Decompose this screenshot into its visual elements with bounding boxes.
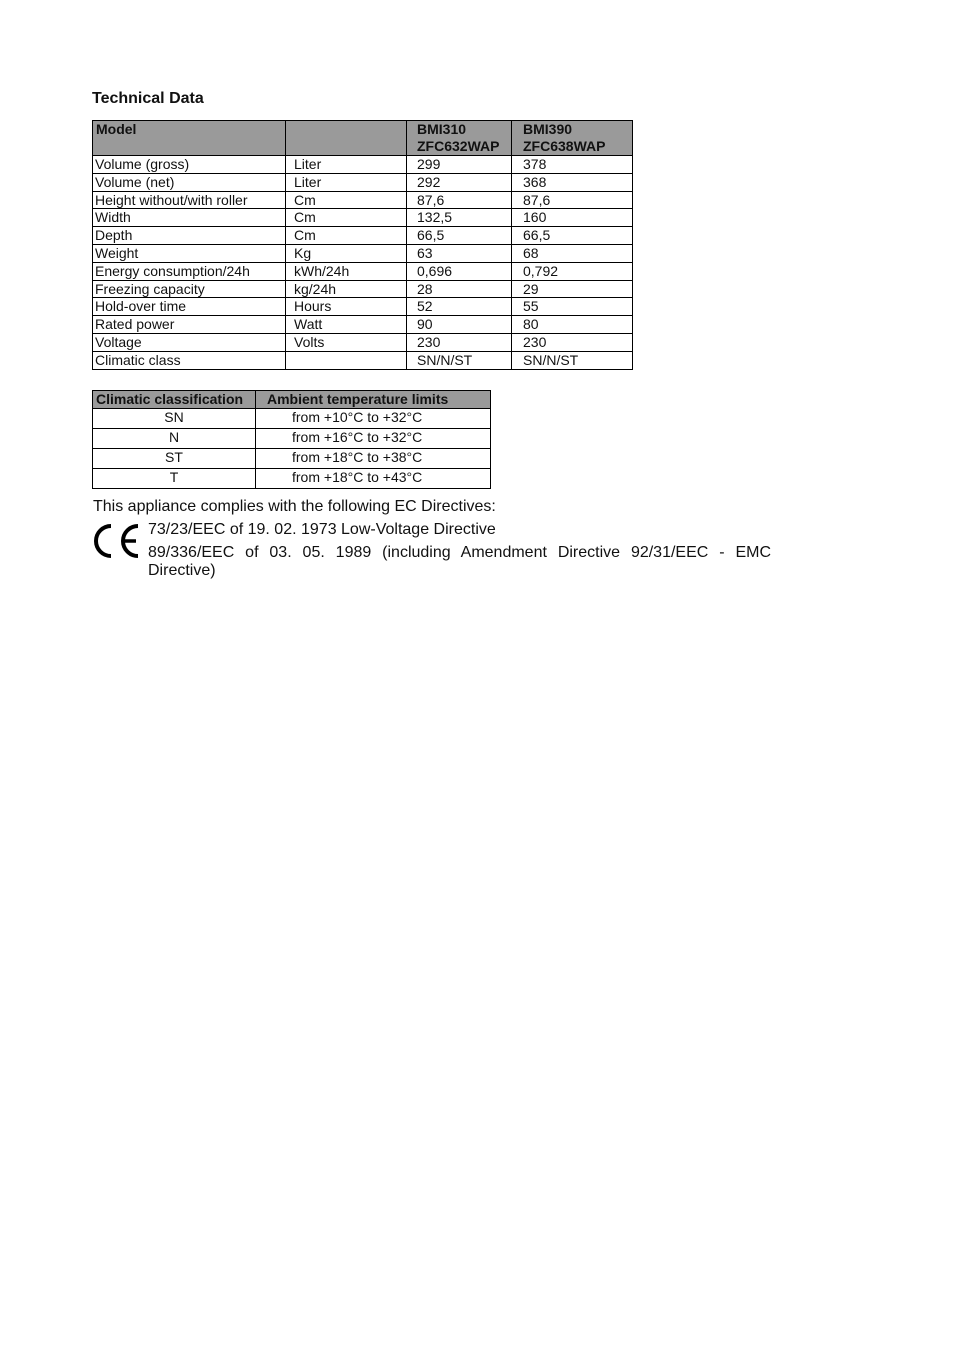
row-unit: kWh/24h (286, 262, 407, 280)
table-row (93, 262, 633, 280)
value-bmi390: 368 (512, 173, 633, 191)
table-row (93, 351, 633, 369)
row-unit: Cm (286, 191, 407, 209)
technical-data-table (92, 120, 633, 370)
header-model (93, 121, 286, 156)
row-label: Volume (net) (93, 173, 286, 191)
directive-emc-line1: 89/336/EEC of 03. 05. 1989 (including Amendment Directive 92/31/EEC - EMC (148, 544, 771, 561)
value-bmi390: 68 (512, 244, 633, 262)
table-row (93, 227, 633, 245)
row-unit: Watt (286, 316, 407, 334)
row-label: Voltage (93, 333, 286, 351)
row-unit: Cm (286, 209, 407, 227)
row-label: Climatic class (93, 351, 286, 369)
table-row (93, 244, 633, 262)
row-unit: Volts (286, 333, 407, 351)
row-unit: kg/24h (286, 280, 407, 298)
header-bmi390: BMI390 ZFC638WAP (512, 121, 633, 156)
header-label: Model (96, 121, 137, 137)
row-label: Depth (93, 227, 286, 245)
table-row (93, 191, 633, 209)
row-unit: Hours (286, 298, 407, 316)
value-bmi310: 28 (407, 280, 512, 298)
table-row (93, 316, 633, 334)
table-row (93, 156, 633, 174)
temperature-limit-cell: from +18°C to +38°C (256, 449, 491, 469)
header-unit (286, 121, 407, 156)
page-title: Technical Data (92, 90, 204, 107)
value-bmi310: SN/N/ST (407, 351, 512, 369)
temperature-limit-cell: from +10°C to +32°C (256, 409, 491, 429)
table-header-row (93, 121, 633, 156)
value-bmi390: 87,6 (512, 191, 633, 209)
row-label: Height without/with roller (93, 191, 286, 209)
row-unit (286, 351, 407, 369)
table-row (93, 209, 633, 227)
value-bmi310: 292 (407, 173, 512, 191)
row-label: Width (93, 209, 286, 227)
temperature-limit-cell: from +16°C to +32°C (256, 429, 491, 449)
row-label: Volume (gross) (93, 156, 286, 174)
table-row (93, 449, 491, 469)
directive-emc-line2: Directive) (148, 562, 216, 579)
table-row (93, 173, 633, 191)
ce-mark-icon (92, 523, 142, 559)
table-row (93, 409, 491, 429)
directive-low-voltage: 73/23/EEC of 19. 02. 1973 Low-Voltage Directive (148, 521, 496, 538)
row-label: Rated power (93, 316, 286, 334)
value-bmi310: 63 (407, 244, 512, 262)
table-row (93, 280, 633, 298)
value-bmi390: 80 (512, 316, 633, 334)
table-row (93, 429, 491, 449)
table-row (93, 469, 491, 489)
value-bmi310: 299 (407, 156, 512, 174)
climatic-class-cell: SN (93, 409, 256, 429)
table-row (93, 333, 633, 351)
value-bmi310: 132,5 (407, 209, 512, 227)
temperature-limit-cell: from +18°C to +43°C (256, 469, 491, 489)
row-label: Weight (93, 244, 286, 262)
value-bmi390: 160 (512, 209, 633, 227)
row-label: Hold-over time (93, 298, 286, 316)
climatic-class-cell: ST (93, 449, 256, 469)
climatic-class-cell: T (93, 469, 256, 489)
row-label: Energy consumption/24h (93, 262, 286, 280)
value-bmi390: 55 (512, 298, 633, 316)
value-bmi390: 0,792 (512, 262, 633, 280)
row-unit: Kg (286, 244, 407, 262)
value-bmi310: 0,696 (407, 262, 512, 280)
table-header-row (93, 391, 491, 409)
header-climatic-classification: Climatic classification (93, 391, 256, 409)
table-row (93, 298, 633, 316)
value-bmi310: 230 (407, 333, 512, 351)
value-bmi390: 29 (512, 280, 633, 298)
value-bmi310: 66,5 (407, 227, 512, 245)
value-bmi310: 90 (407, 316, 512, 334)
value-bmi390: 230 (512, 333, 633, 351)
value-bmi310: 52 (407, 298, 512, 316)
climatic-class-cell: N (93, 429, 256, 449)
row-unit: Liter (286, 173, 407, 191)
row-unit: Liter (286, 156, 407, 174)
compliance-intro: This appliance complies with the following EC Directives: (93, 498, 496, 515)
row-label: Freezing capacity (93, 280, 286, 298)
row-unit: Cm (286, 227, 407, 245)
value-bmi390: 66,5 (512, 227, 633, 245)
value-bmi390: SN/N/ST (512, 351, 633, 369)
value-bmi390: 378 (512, 156, 633, 174)
value-bmi310: 87,6 (407, 191, 512, 209)
climatic-class-table (92, 390, 491, 489)
header-bmi310: BMI310 ZFC632WAP (407, 121, 512, 156)
header-ambient-temperature: Ambient temperature limits (256, 391, 491, 409)
